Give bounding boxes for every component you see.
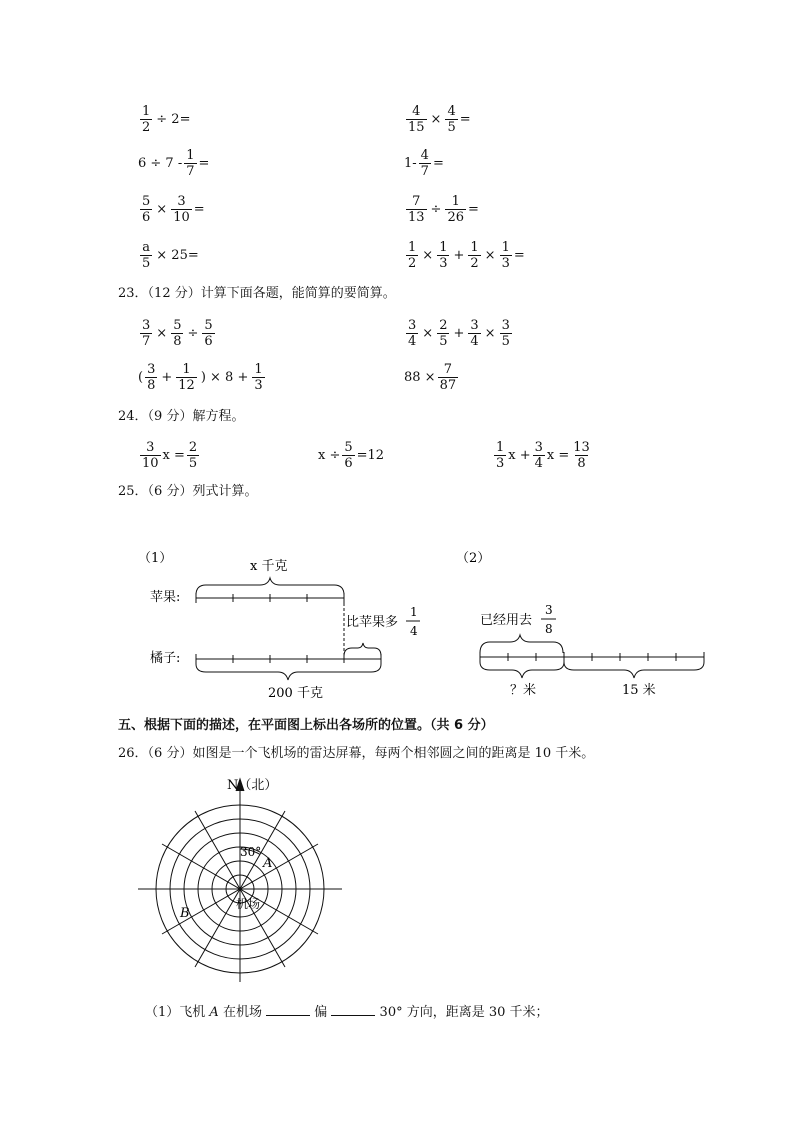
fraction: $\frac{1}{2}$ (142, 104, 151, 135)
q23-title: 23．（12 分）计算下面各题，能简算的要简算。 (118, 286, 396, 301)
apple-label: 苹果: (150, 590, 181, 605)
airport-label: 机场 (236, 897, 261, 911)
q25-diagrams (0, 540, 794, 710)
answer-blank-2[interactable] (331, 1015, 375, 1016)
expr-8: $\frac{1}{2}$ × $\frac{1}{3}$ + $\frac{1}{2}$ × $\frac{1}{3}$ = (408, 240, 525, 271)
q23-expr-4: 88 × $\frac{7}{87}$ (404, 362, 457, 393)
expr-6: $\frac{7}{13}$ ÷ $\frac{1}{26}$ = (408, 194, 479, 225)
apple-brace (196, 578, 344, 595)
point-b: B (180, 906, 190, 921)
q24-eq-2: x ÷ $\frac{5}{6}$ =12 (318, 440, 385, 471)
answer-blank-1[interactable] (266, 1015, 310, 1016)
q25-p2-label: （2） (456, 551, 491, 566)
orange-label: 橘子: (150, 651, 181, 666)
north-label: N（北） (227, 778, 278, 793)
section-5-heading: 五、根据下面的描述，在平面图上标出各场所的位置。（共 6 分） (118, 718, 494, 733)
q25-p1-label: （1） (138, 551, 173, 566)
used-frac-n: 3 (545, 603, 553, 617)
more-frac-d: 4 (410, 624, 418, 638)
expr-1: $\frac{1}{2}$ ÷ 2= (142, 104, 191, 135)
expr-7: $\frac{a}{5}$ × 25= (142, 240, 199, 271)
small-brace (344, 643, 381, 656)
q23-expr-2: $\frac{3}{4}$ × $\frac{2}{5}$ + $\frac{3}{4}$ × $\frac{3}{5}$ (408, 318, 510, 349)
angle-label: 30° (240, 845, 262, 859)
q23-expr-3: ( $\frac{3}{8}$ + $\frac{1}{12}$ ) × 8 + $\frac{1}{3}$ (138, 362, 263, 393)
q26-sub1: （1）飞机 A 在机场 偏 30° 方向，距离是 30 千米； (145, 1005, 549, 1020)
rest-brace (564, 662, 704, 678)
point-a: A (263, 856, 273, 871)
used-label: 已经用去 (480, 613, 533, 628)
expr-4: 1- $\frac{4}{7}$ = (404, 148, 444, 179)
q26-title: 26．（6 分）如图是一个飞机场的雷达屏幕，每两个相邻圆之间的距离是 10 千米。 (118, 746, 595, 761)
q25-x-label: x 千克 (250, 559, 288, 574)
more-frac-n: 1 (410, 605, 418, 619)
q24-eq-3: $\frac{1}{3}$ x + $\frac{3}{4}$ x = $\frac{13}{8}$ (496, 440, 590, 471)
expr-5: $\frac{5}{6}$ × $\frac{3}{10}$ = (142, 194, 205, 225)
q24-eq-1: $\frac{3}{10}$ x = $\frac{2}{5}$ (142, 440, 198, 471)
q-brace (480, 662, 564, 678)
q-label: ？米 (510, 683, 537, 698)
q24-title: 24．（9 分）解方程。 (118, 409, 245, 424)
rest-label: 15 米 (622, 683, 656, 698)
expr-3: 6 ÷ 7 - $\frac{1}{7}$ = (138, 148, 210, 179)
radar-diagram (130, 772, 350, 982)
more-label: 比苹果多 (346, 615, 399, 630)
expr-2: $\frac{4}{15}$ × $\frac{4}{5}$ = (408, 104, 471, 135)
used-brace (480, 635, 563, 653)
q25-title: 25．（6 分）列式计算。 (118, 484, 258, 499)
bottom-label: 200 千克 (268, 686, 323, 701)
bottom-brace (196, 664, 381, 680)
used-frac-d: 8 (545, 622, 553, 636)
q23-expr-1: $\frac{3}{7}$ × $\frac{5}{8}$ ÷ $\frac{5}{6}$ (142, 318, 213, 349)
